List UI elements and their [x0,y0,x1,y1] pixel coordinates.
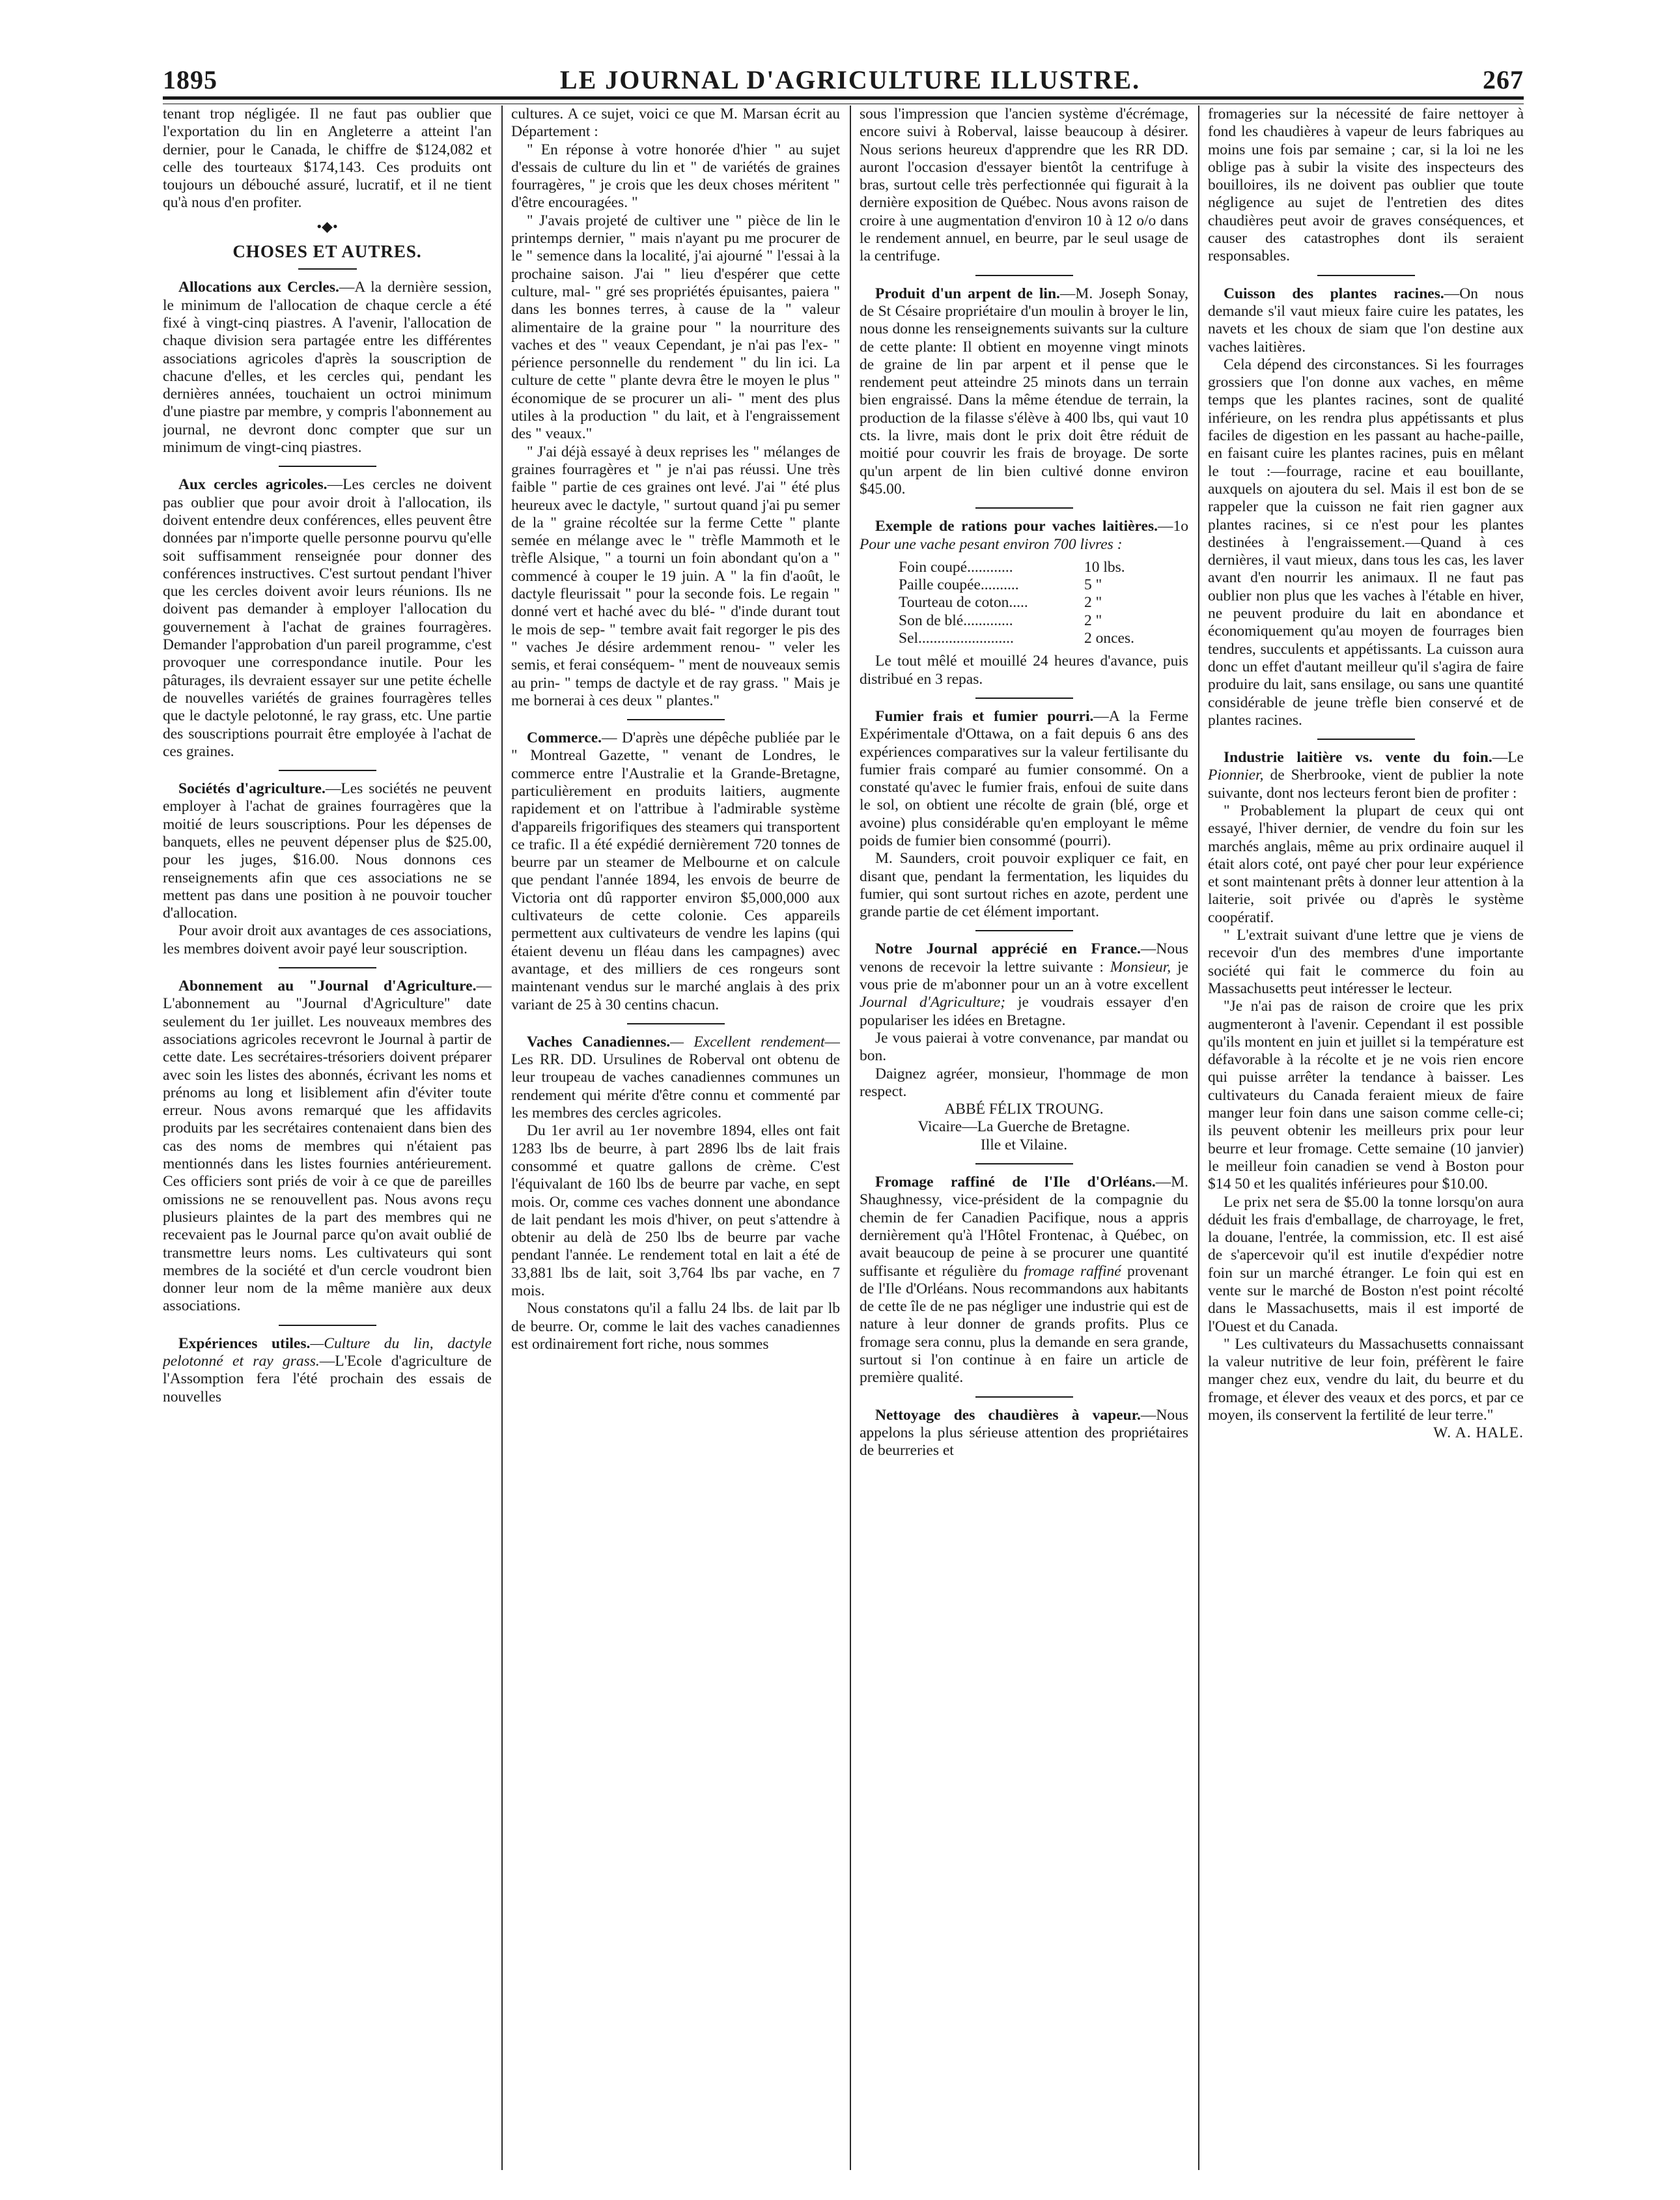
article-fumier-p2: M. Saunders, croit pouvoir expliquer ce fait, en disant que, pendant la fermentation, les liquides du fumier, qui sont surtout riches en azote, perdent une grande partie de cet élément important. [860,850,1188,921]
column-2 [511,106,840,2170]
article-divider [279,770,376,771]
article-allocations: Allocations aux Cercles.—A la dernière session, le minimum de l'allocation de chaque cercle a été fixé à vingt-cinq piastres. A l'avenir, l'allocation de chaque division sera partagée entre les différentes associations agricoles d'après la souscription de chacune d'elles, et les cercles qui, pendant les dernières années, touchaient un octroi minimum d'une piastre par membre, y compris l'abonnement au journal, ne devront donc compter que sur un minimum de vingt-cinq piastres. [163,279,492,457]
article-continuation: sous l'impression que l'ancien système d'écrémage, encore suivi à Roberval, laisse beaucoup à désirer. Nous serions heureux d'apprendre que les RR DD. auront l'occasion d'essayer bientôt la centrifuge à bras, surtout celle très perfectionnée qui figurait à la dernière exposition de Québec. Nous avons raison de croire à une augmentation d'environ 10 à 12 o/o dans le rendement annuel, en beurre, par le seul usage de la centrifuge. [860,106,1188,265]
article-societes-p2: Pour avoir droit aux avantages de ces associations, les membres doivent avoir payé leur souscription. [163,922,492,957]
header-rule [163,96,1524,104]
ration-item: Tourteau de coton..... [899,594,1028,612]
column-3 [860,106,1188,2170]
article-continuation: cultures. A ce sujet, voici ce que M. Marsan écrit au Département : [511,106,840,141]
quoted-letter: " J'ai déjà essayé à deux reprises les " mélanges de graines fourragères et " je n'ai pas réussi. Une très faible " partie de ces graines ont levé. J'ai " été plus heureux avec le dactyle, " surtout quand j'ai pu semer de la " graine récoltée sur la ferme Cette " plante semée en mélange avec le " trèfle Mammoth et le trèfle Alsique, " a tourni un foin abondant qu'on a " commencé à couper le 19 juin. A " la fin d'août, le dactyle fleurissait " pour la seconde fois. Le regain " donné vert et haché avec du blé- " d'inde durant tout le mois de sep- " tembre avait fait regorger le pis des " vaches Je désire ardemment renou- " veler les semis, et ferai conséquem- " ment de nouveaux semis au prin- " temps de dactyle et de ray grass. " Mais je me bornerai à ces deux " plantes." [511,443,840,709]
ration-item: Foin coupé............ [899,558,1013,576]
article-vaches-p3: Nous constatons qu'il a fallu 24 lbs. de lait par lb de beurre. Or, comme le lait des vaches canadiennes est ordinairement fort riche, nous sommes [511,1300,840,1353]
article-divider [279,466,376,467]
article-cercles: Aux cercles agricoles.—Les cercles ne doivent pas oublier que pour avoir droit à l'allocation, ils doivent entendre deux conférences, elles peuvent être données par n'importe quelle personne pourvu qu'elle soit suffisamment renseignée pour donner des conférences instructives. C'est surtout pendant l'hiver que les cercles doivent avoir leurs réunions. Ils ne doivent pas demander à employer l'allocation du gouvernement à l'achat de graines fourragères. Demander l'approbation d'un pareil programme, c'est provoquer une correspondance inutile. Pour les pâturages, ils devraient essayer sur une petite échelle de nouvelles variétés de graines fourragères telles que le dactyle pelotonné, le ray grass, etc. Une partie des souscriptions pourrait être employée à l'achat de ces graines. [163,476,492,760]
article-industrie-p6: " Les cultivateurs du Massachusetts connaissant la valeur nutritive de leur foin, préfèrent le faire manger chez eux, vendre du lait, du beurre et du fromage, et élever des veaux et des porcs, et par ce moyen, ils conservent la fertilité de leur terre." [1208,1335,1524,1424]
header-title: LE JOURNAL D'AGRICULTURE ILLUSTRE. [559,65,1141,94]
ration-amount: 2 onces. [1084,630,1135,647]
article-cuisson: Cuisson des plantes racines.—On nous demande s'il vaut mieux faire cuire les patates, les navets et les choux de siam que l'on destine aux vaches laitières. [1208,285,1524,356]
article-experiences: Expériences utiles.—Culture du lin, dactyle pelotonné et ray grass.—L'Ecole d'agriculture de l'Assomption fera l'été prochain des essais de nouvelles [163,1334,492,1405]
quoted-letter: " J'avais projeté de cultiver une " pièce de lin le printemps dernier, " mais n'ayant pu me procurer de le " semence dans la localité, j'ai ajourné " l'essai à la prochaine saison. J'ai " lieu d'espérer que cette culture, mal- " gré ses propriétés épuisantes, paiera " dans les bonnes terres, à cause de la " valeur alimentaire de la graine pour " la nourriture des vaches et des " veaux Cependant, je n'ai pas l'ex- " périence personnelle du rendement " du lin ici. La culture de cette " plante devra être le moyen le plus " économique de se procurer un ali- " ment des plus utiles à la production " du lait, et à l'engraissement des " veaux." [511,212,840,443]
column-1 [163,106,492,2170]
column-4 [1208,106,1524,2170]
article-divider [627,719,725,720]
article-industrie-laitiere: Industrie laitière vs. vente du foin.—Le Pionnier, de Sherbrooke, vient de publier la note suivante, dont nos lecteurs feront bien de profiter : [1208,749,1524,802]
article-divider [627,1023,725,1024]
article-vaches-p2: Du 1er avril au 1er novembre 1894, elles ont fait 1283 lbs de beurre, à part 2896 lbs de lait frais consommé et quatre gallons de crème. C'est l'équivalant de 160 lbs de beurre par vache, en sept mois. Or, comme ces vaches donnent une abondance de lait pendant les mois d'hiver, on peut s'attendre à obtenir au delà de 250 lbs de beurre par vache pendant l'année. Le rendement total en lait a été de 33,881 lbs de lait, soit 3,764 lbs par vache, en 7 mois. [511,1122,840,1299]
article-industrie-p4: "Je n'ai pas de raison de croire que les prix augmenteront à l'avenir. Cependant il est possible qu'ils montent en juin et juillet si la température est défavorable à la récolte et je ne vois rien encore qui puisse arrêter la tendance à baisser. Les cultivateurs du Canada feraient mieux de faire manger leur foin dans une saison comme celle-ci; ils peuvent obtenir les meilleurs prix pour leur beurre et leur fromage. Cette semaine (10 janvier) le meilleur foin canadien se vend à Boston pour $14 50 et les qualités inférieures pour $10.00. [1208,998,1524,1193]
article-cuisson-p2: Cela dépend des circonstances. Si les fourrages grossiers que l'on donne aux vaches, en même temps que les plantes racines, sont de qualité inférieure, on les rendra plus appétissants et plus faciles de digestion en les passant au hache-paille, en faisant cuire les plantes racines, puis en mêlant le tout :—fourrage, racine et eau bouillante, auxquels on ajoutera du sel. Mais il est bon de se rappeler que la cuisson ne fait rien gagner aux plantes racines, si ce n'est pour les plantes destinées à l'engraissement.—Quand à ces dernières, il vaut mieux, dans tous les cas, les laver avant d'en nourrir les animaux. Il ne faut pas oublier non plus que les vaches à l'étable en hiver, ne peuvent produire du lait en abondance et économiquement qu'au moyen de fourrages bien tendres, succulents et appétissants. La cuisson aura donc un effet d'autant meilleur qu'il s'agira de faire produire du lait, sans ensilage, ou sans une quantité considérable de jeune trèfle bien conservé et de plantes racines. [1208,356,1524,729]
ration-amount: 5 " [1084,576,1102,594]
article-divider [975,930,1073,931]
article-fumier: Fumier frais et fumier pourri.—A la Ferme Expérimentale d'Ottawa, on a fait depuis 6 ans des expériences comparatives sur la valeur fertilisante du fumier frais comparé au fumier consommé. On a constaté qu'avec le fumier frais, enfoui de suite dans le sol, on obtient une récolte de grain (blé, orge et avoine) plus considérable qu'en employant le même poids de fumier bien consommé (pourri). [860,707,1188,849]
letter-signature: ABBÉ FÉLIX TROUNG. [944,1101,1104,1118]
ration-item: Son de blé............. [899,612,1013,629]
article-rations-p2: Le tout mêlé et mouillé 24 heures d'avance, puis distribué en 3 repas. [860,653,1188,688]
author-signature: W. A. HALE. [1433,1424,1524,1442]
header-year: 1895 [163,65,217,94]
article-divider [279,967,376,968]
quoted-letter: " En réponse à votre honorée d'hier " au sujet d'essais de culture du lin et " de variétés de graines fourragères, " je crois que les deux choses méritent " d'être encouragées. " [511,141,840,212]
article-journal-france: Notre Journal apprécié en France.—Nous venons de recevoir la lettre suivante : Monsieur, je vous prie de m'abonner pour un an à votre excellent Journal d'Agriculture; je voudrais essayer d'en populariser les idées en Bretagne. [860,940,1188,1029]
article-vaches: Vaches Canadiennes.— Excellent rendement—Les RR. DD. Ursulines de Roberval ont obtenu de leur troupeau de vaches canadiennes communes un rendement qui mérite d'être connu et commenté par les membres des cercles agricoles. [511,1033,840,1122]
header-page-number: 267 [1482,65,1524,94]
article-societes: Sociétés d'agriculture.—Les sociétés ne peuvent employer à l'achat de graines fourragères que la moitié de leurs souscriptions. Pour les dépenses de banquets, elles ne peuvent dépenser plus de $25.00, pour les juges, $16.00. Nous donnons ces renseignements afin que ces associations ne se mettent pas dans une position à ne pouvoir toucher d'allocation. [163,780,492,922]
article-divider [975,698,1073,699]
ration-item: Paille coupée.......... [899,576,1019,594]
column-divider [850,106,851,2170]
ration-amount: 10 lbs. [1084,558,1125,576]
article-nettoyage: Nettoyage des chaudières à vapeur.—Nous appelons la plus sérieuse attention des propriétaires de beurreries et [860,1406,1188,1460]
article-divider [279,1325,376,1326]
ornament-divider: •◆• [316,218,338,234]
ration-item: Sel......................... [899,630,1014,647]
letter-signature-region: Ille et Vilaine. [980,1136,1068,1153]
column-divider [1198,106,1199,2170]
article-continuation: tenant trop négligée. Il ne faut pas oublier que l'exportation du lin en Angleterre a atteint l'an dernier, pour le Canada, le chiffre de $124,082 et celle des tourteaux $174,143. Ces produits ont toujours un débouché assuré, lucratif, et il ne tient qu'à nous d'en profiter. [163,106,492,212]
article-divider [1317,275,1415,276]
article-rations: Exemple de rations pour vaches laitières.—1o Pour une vache pesant environ 700 livres : [860,518,1188,553]
ration-amount: 2 " [1084,594,1102,612]
article-journal-france-p3: Daignez agréer, monsieur, l'hommage de mon respect. [860,1065,1188,1100]
article-commerce: Commerce.— D'après une dépêche publiée par le " Montreal Gazette, " venant de Londres, le commerce entre l'Australie et la Grande-Bretagne, particulièrement en produits laitiers, augmente rapidement et on l'attribue à l'admirable système d'appareils frigorifiques des steamers qui transportent ce trafic. Il a été expédié dernièrement 720 tonnes de beurre par un steamer de Melbourne et on calcule que pendant l'année 1894, les envois de beurre de Victoria ont dû rapporter environ $5,000,000 aux cultivateurs de cette colonie. Ces appareils permettent aux cultivateurs de vendre les lapins (qui étaient devenu un fléau dans les campagnes) avec avantage, et des milliers de ces rongeurs sont maintenant vendus sur le marché anglais à des prix variant de 25 à 30 centins chacun. [511,729,840,1013]
article-industrie-p5: Le prix net sera de $5.00 la tonne lorsqu'on aura déduit les frais d'emballage, de charroyage, le fret, la douane, l'entrée, la commission, etc. Il est aisé de s'apercevoir qu'il est inutile d'expédier notre foin sur un marché étranger. Le foin qui est en vente sur le marché de Boston n'est point récolté dans le Massachusetts, mais il est importé de l'Ouest et du Canada. [1208,1193,1524,1335]
article-divider [975,507,1073,509]
section-title: CHOSES ET AUTRES. [232,242,422,262]
ration-amount: 2 " [1084,612,1102,629]
article-produit-lin: Produit d'un arpent de lin.—M. Joseph Sonay, de St Césaire propriétaire d'un moulin à broyer le lin, nous donne les renseignements suivants sur la culture de cette plante: Il obtient en moyenne vingt minots de graine de lin par arpent et il pense que le rendement peut atteindre 25 minots dans un terrain bien engraissé. Dans la même étendue de terrain, la production de la filasse s'élève à 400 lbs, qui vaut 10 cts. la livre, mais dont le prix doit être réduit de moitié pour couvrir les frais de broyage. De sorte qu'un arpent de lin bien cultivé donne environ $45.00. [860,285,1188,498]
article-divider [1317,739,1415,740]
page-header [163,57,1524,95]
article-fromage: Fromage raffiné de l'Ile d'Orléans.—M. Shaughnessy, vice-président de la compagnie du chemin de fer Canadien Pacifique, nous a appris dernièrement qu'à l'Hôtel Frontenac, à Québec, on avait beaucoup de peine à se procurer une quantité suffisante et régulière du fromage raffiné provenant de l'Ile d'Orléans. Nous recommandons aux habitants de cette île de ne pas négliger une industrie qui est de nature à leur donner de grands profits. Plus ce fromage sera connu, plus la demande en sera grande, surtout si l'on continue à en faire un article de première qualité. [860,1174,1188,1387]
ration-table [899,559,1156,647]
section-rule [298,268,357,270]
article-industrie-p3: " L'extrait suivant d'une lettre que je viens de recevoir d'un des membres d'une importante société qui fait le commerce du foin au Massachusetts peut intéresser le lecteur. [1208,927,1524,997]
article-journal-france-p2: Je vous paierai à votre convenance, par mandat ou bon. [860,1029,1188,1065]
article-abonnement: Abonnement au "Journal d'Agriculture.—L'abonnement au "Journal d'Agriculture" date seulement du 1er juillet. Les nouveaux membres des associations agricoles recevront le Journal à partir de cette date. Les secrétaires-trésoriers doivent préparer avec soin les listes des abonnés, écrivant les noms et prénoms au long et lisiblement afin d'éviter toute erreur. Nous avons remarqué que les affidavits produits par les secrétaires contenaient dans bien des cas des noms de membres qui n'étaient pas mentionnés dans les listes fournies antérieurement. Ces officiers sont priés de voir à ce que de pareilles omissions ne se renouvellent pas. Nous avons reçu plusieurs plaintes de la part des membres qui ne recevaient pas le Journal parce qu'on avait oublié de transmettre leurs noms. Les cultivateurs qui sont membres de la société et d'un cercle voudront bien donner leur nom de la même manière aux deux associations. [163,978,492,1315]
article-divider [975,1396,1073,1398]
article-industrie-p2: " Probablement la plupart de ceux qui ont essayé, l'hiver dernier, de vendre du foin sur les marchés anglais, même au prix ordinaire auquel il était alors coté, ont payé cher pour leur expérience et sont maintenant prêts à donner leur attention à la laiterie, soit privée ou d'après le système coopératif. [1208,802,1524,926]
letter-signature-place: Vicaire—La Guerche de Bretagne. [917,1118,1130,1136]
article-divider [975,1163,1073,1164]
column-divider [501,106,503,2170]
article-continuation: fromageries sur la nécessité de faire nettoyer à fond les chaudières à vapeur de leurs fabriques au moins une fois par semaine ; car, si la loi ne les oblige pas à subir la visite des inspecteurs des bouilloires, ils ne doivent pas oublier que toute négligence au sujet de l'entretien des dites chaudières peut avoir de graves conséquences, et causer des catastrophes dont ils seraient responsables. [1208,106,1524,265]
article-divider [975,275,1073,276]
